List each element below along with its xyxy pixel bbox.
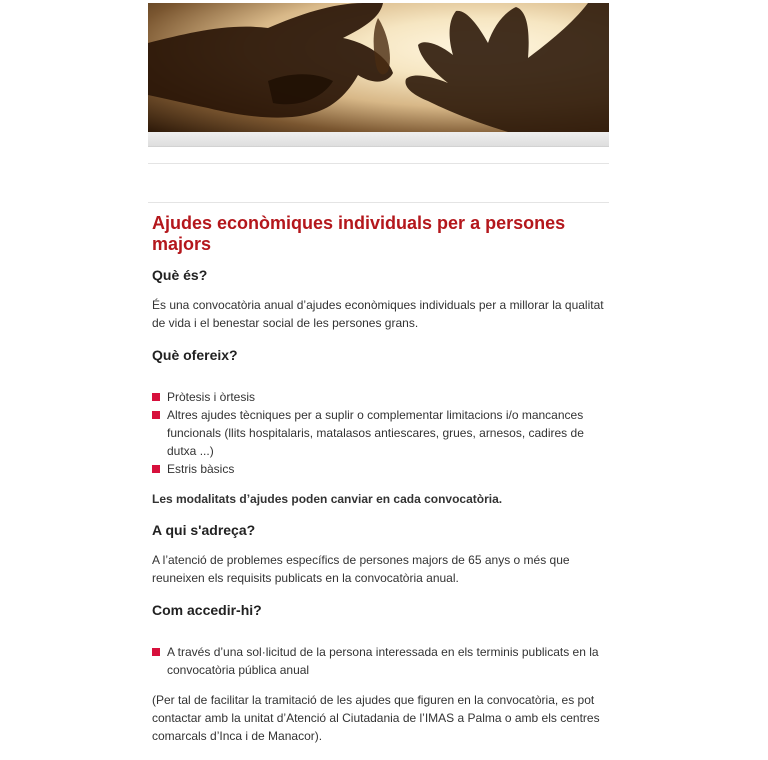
section-text-a-qui: A l’atenció de problemes específics de persones majors de 65 anys o més que reuneixen els requisits publicats en la convocatòria anual.	[152, 553, 570, 585]
list-item: Altres ajudes tècniques per a suplir o complementar limitacions i/o mancances funcionals (llits hospitalaris, matalasos antiescares, grues, arnesos, cadires de dutxa ...)	[152, 406, 605, 460]
modalities-note: Les modalitats d’ajudes poden canviar en cada convocatòria.	[152, 492, 503, 506]
contact-note: (Per tal de facilitar la tramitació de les ajudes que figuren en la convocatòria, es pot contactar amb la unitat d’Atenció al Ciutadania de l’IMAS a Palma o amb els centres comarcals d’Inca i de Manacor).	[152, 693, 600, 743]
access-list	[152, 643, 605, 679]
section-heading-que-ofereix: Què ofereix?	[152, 347, 238, 363]
section-text-que-es: És una convocatòria anual d’ajudes econòmiques individuals per a millorar la qualitat de vida i el benestar social de les persones grans.	[152, 298, 604, 330]
section-heading-a-qui: A qui s'adreça?	[152, 522, 256, 538]
list-item: A través d’una sol·licitud de la persona interessada en els terminis publicats en la convocatòria pública anual	[152, 643, 605, 679]
list-item: Estris bàsics	[152, 460, 605, 478]
page-title: Ajudes econòmiques individuals per a persones majors	[152, 213, 566, 254]
hands-reaching-photo	[148, 3, 609, 132]
square-bullet-icon	[152, 465, 160, 473]
article	[148, 203, 609, 745]
hero-image	[148, 3, 609, 132]
section-heading-com-accedir: Com accedir-hi?	[152, 602, 262, 618]
offer-list	[152, 388, 605, 478]
main-column	[148, 3, 609, 760]
divider	[148, 163, 609, 164]
hero-caption-bar	[148, 132, 609, 147]
square-bullet-icon	[152, 411, 160, 419]
list-item: Pròtesis i òrtesis	[152, 388, 605, 406]
square-bullet-icon	[152, 648, 160, 656]
square-bullet-icon	[152, 393, 160, 401]
section-heading-que-es: Què és?	[152, 267, 208, 283]
